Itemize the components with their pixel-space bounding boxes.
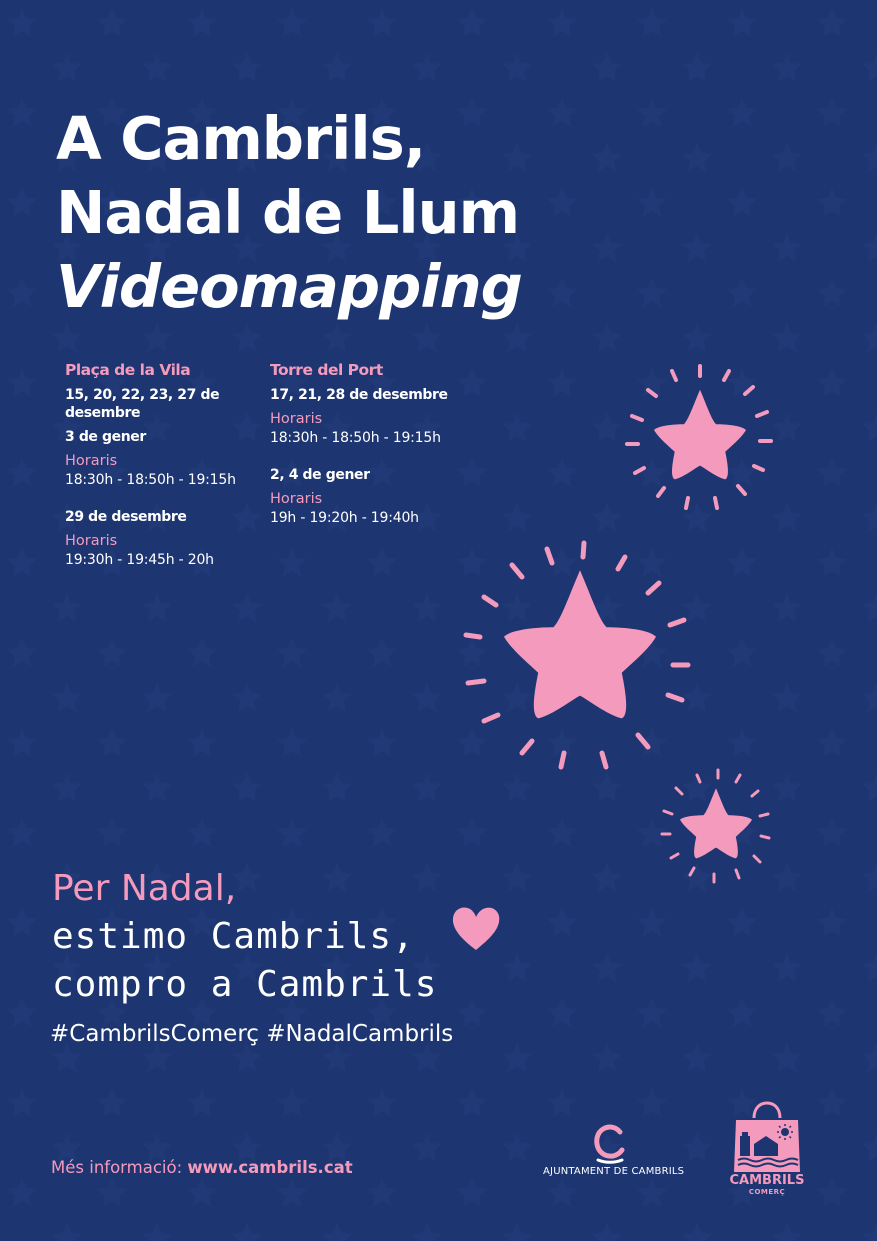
more-info — [51, 1157, 353, 1179]
times: 19:30h - 19:45h - 20h — [65, 552, 214, 568]
title-line-2: Nadal de Llum — [56, 178, 520, 247]
comerc-logo-subtitle: COMERÇ — [748, 1188, 786, 1196]
dates: 2, 4 de gener — [270, 467, 370, 483]
hours-label: Horaris — [65, 453, 118, 469]
website-link[interactable]: www.cambrils.cat — [187, 1158, 353, 1177]
hours-label: Horaris — [65, 533, 118, 549]
times: 18:30h - 18:50h - 19:15h — [65, 472, 236, 488]
times: 18:30h - 18:50h - 19:15h — [270, 430, 441, 446]
ajuntament-logo — [590, 1122, 630, 1164]
dates: 15, 20, 22, 23, 27 de desembre — [65, 387, 220, 421]
hashtags: #CambrilsComerç #NadalCambrils — [50, 1021, 454, 1047]
star-icon — [680, 788, 752, 858]
hours-label: Horaris — [270, 491, 323, 507]
slogan-line-2: estimo Cambrils, — [52, 916, 415, 957]
ajuntament-name: AJUNTAMENT DE CAMBRILS — [543, 1166, 685, 1177]
more-info-label: Més informació: — [51, 1158, 183, 1177]
comerc-logo-title: CAMBRILS — [729, 1173, 805, 1188]
slogan-line-3: compro a Cambrils — [52, 964, 438, 1005]
cambrils-comerc-logo — [728, 1100, 806, 1178]
star-icon — [504, 570, 656, 718]
heart-icon — [450, 904, 502, 952]
location-name: Torre del Port — [270, 361, 383, 379]
times: 19h - 19:20h - 19:40h — [270, 510, 419, 526]
star-icon — [654, 390, 746, 480]
hours-label: Horaris — [270, 411, 323, 427]
slogan-line-1: Per Nadal, — [52, 868, 237, 909]
title-line-1: A Cambrils, — [56, 104, 426, 173]
dates: 17, 21, 28 de desembre — [270, 387, 448, 403]
title-line-3: Videomapping — [56, 252, 522, 321]
dates: 3 de gener — [65, 429, 146, 445]
location-name: Plaça de la Vila — [65, 361, 191, 379]
dates: 29 de desembre — [65, 509, 187, 525]
